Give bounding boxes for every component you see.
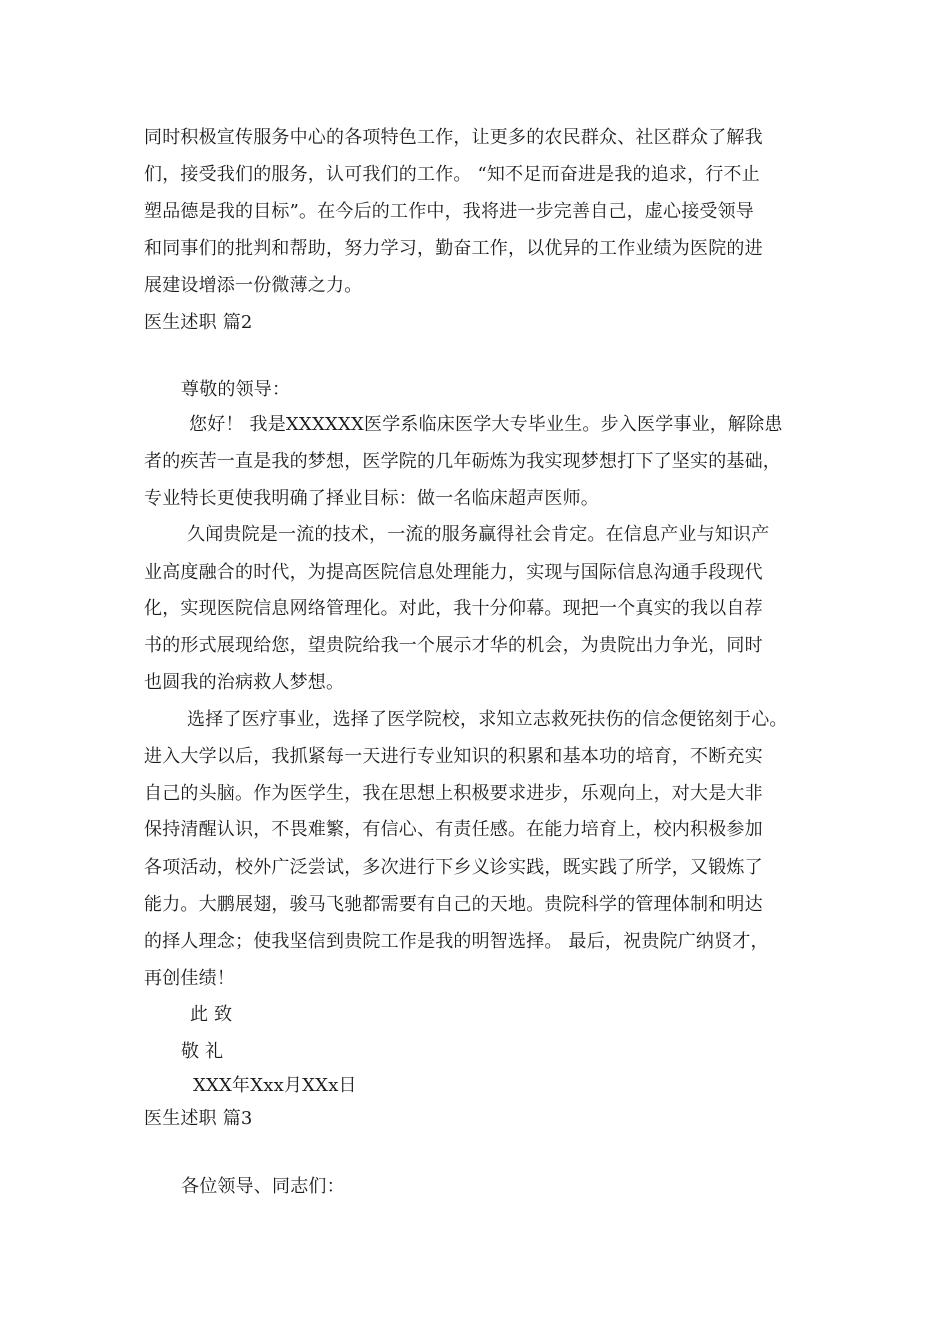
section-title: 医生述职 篇3 <box>144 1108 253 1129</box>
paragraph-line: 专业特长更使我明确了择业目标：做一名临床超声医师。 <box>144 488 599 509</box>
paragraph-line: 选择了医疗事业，选择了医学院校，求知立志救死扶伤的信念便铭刻于心。 <box>187 709 788 730</box>
salutation: 各位领导、同志们： <box>181 1176 345 1197</box>
intro-line: 和同事们的批判和帮助，努力学习，勤奋工作，以优异的工作业绩为医院的进 <box>144 238 763 259</box>
section-title: 医生述职 篇2 <box>144 312 253 333</box>
salutation: 尊敬的领导： <box>181 379 291 400</box>
paragraph-line: 者的疾苦一直是我的梦想，医学院的几年砺炼为我实现梦想打下了坚实的基础， <box>144 451 781 472</box>
paragraph-line: 化，实现医院信息网络管理化。对此，我十分仰幕。现把一个真实的我以自荐 <box>144 598 763 619</box>
paragraph-line: 进入大学以后，我抓紧每一天进行专业知识的积累和基本功的培育，不断充实 <box>144 746 763 767</box>
paragraph-line: 各项活动，校外广泛尝试，多次进行下乡义诊实践，既实践了所学，又锻炼了 <box>144 857 763 878</box>
paragraph-line: 业高度融合的时代，为提高医院信息处理能力，实现与国际信息沟通手段现代 <box>144 562 763 583</box>
paragraph-line: 再创佳绩！ <box>144 968 235 989</box>
intro-line: 塑品德是我的目标”。在今后的工作中，我将进一步完善自己，虚心接受领导 <box>144 201 754 222</box>
intro-line: 展建设增添一份微薄之力。 <box>144 275 363 296</box>
paragraph-line: 久闻贵院是一流的技术，一流的服务赢得社会肯定。在信息产业与知识产 <box>187 524 770 545</box>
date: XXX年Xxx月XXx日 <box>193 1075 357 1096</box>
paragraph-line: 您好！ 我是XXXXXX医学系临床医学大专毕业生。步入医学事业，解除患 <box>189 414 783 435</box>
regards: 敬 礼 <box>181 1041 224 1062</box>
paragraph-line: 的择人理念；使我坚信到贵院工作是我的明智选择。 最后，祝贵院广纳贤才， <box>144 931 769 952</box>
paragraph-line: 自己的头脑。作为医学生，我在思想上积极要求进步，乐观向上，对大是大非 <box>144 783 763 804</box>
intro-line: 们，接受我们的服务，认可我们的工作。 “知不足而奋进是我的追求，行不止 <box>144 164 760 185</box>
paragraph-line: 保持清醒认识，不畏难繁，有信心、有责任感。在能力培育上，校内积极参加 <box>144 819 763 840</box>
paragraph-line: 也圆我的治病救人梦想。 <box>144 672 345 693</box>
paragraph-line: 书的形式展现给您，望贵院给我一个展示才华的机会，为贵院出力争光，同时 <box>144 635 763 656</box>
closing: 此 致 <box>190 1004 233 1025</box>
intro-line: 同时积极宣传服务中心的各项特色工作，让更多的农民群众、社区群众了解我 <box>144 127 763 148</box>
paragraph-line: 能力。大鹏展翅，骏马飞驰都需要有自己的天地。贵院科学的管理体制和明达 <box>144 894 763 915</box>
